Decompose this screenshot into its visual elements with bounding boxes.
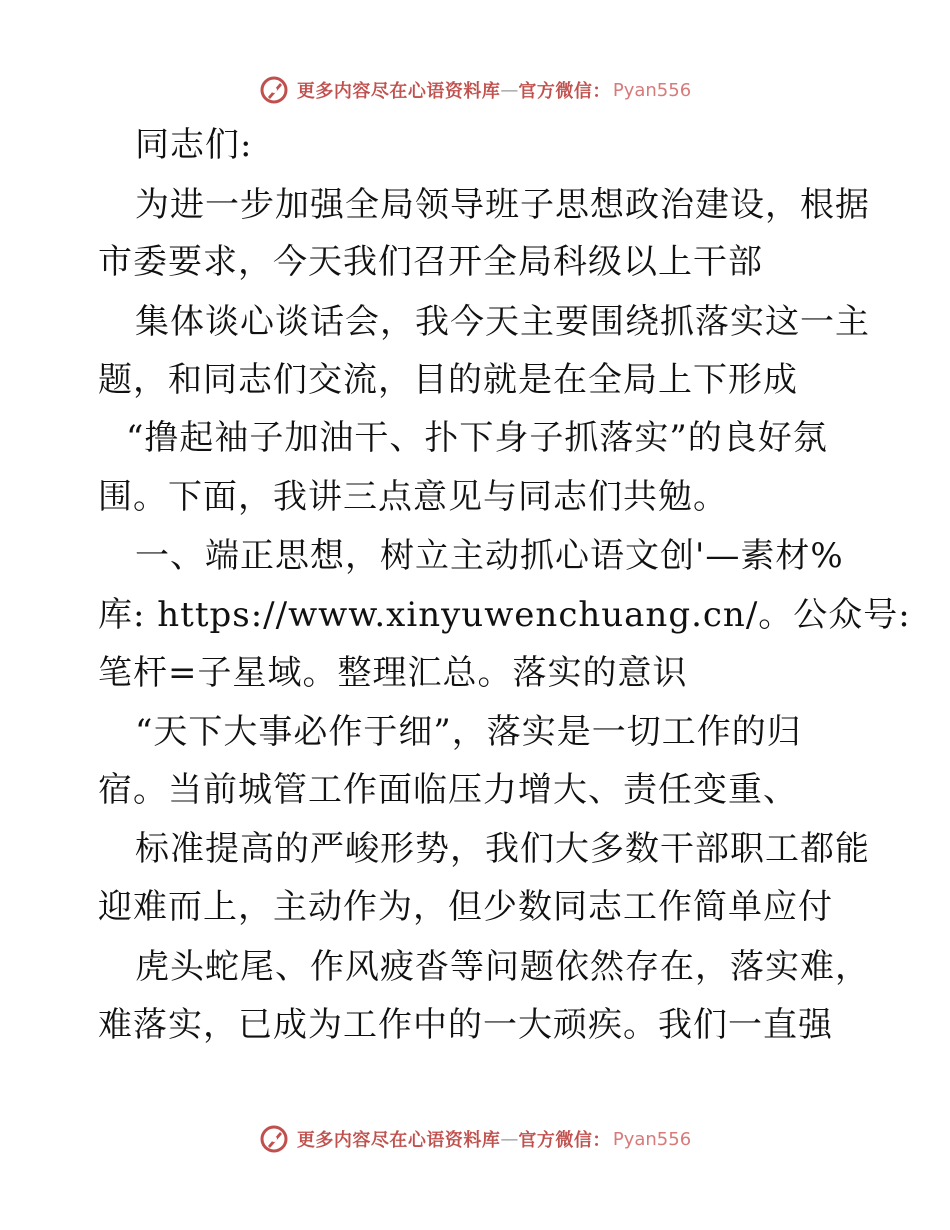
watermark-wechat-id: Pyan556	[612, 1128, 692, 1150]
watermark-official-label: 官方微信：	[518, 81, 611, 102]
text-line: 笔杆=子星域。整理汇总。落实的意识	[98, 653, 688, 693]
text-line: 市委要求，今天我们召开全局科级以上干部	[98, 242, 763, 282]
watermark-separator: —	[500, 79, 519, 101]
text-line: 标准提高的严峻形势，我们大多数干部职工都能	[135, 829, 870, 869]
footer-watermark	[0, 1119, 950, 1159]
text-line: 难落实，已成为工作中的一大顽疾。我们一直强	[98, 1005, 833, 1045]
watermark-separator: —	[500, 1128, 519, 1150]
watermark-main-text: 更多内容尽在心语资料库	[296, 1130, 501, 1151]
text-line: 题，和同志们交流，目的就是在全局上下形成	[98, 360, 798, 400]
header-watermark	[0, 70, 950, 110]
text-line: “天下大事必作于细”，落实是一切工作的归	[135, 712, 802, 752]
watermark-main-text: 更多内容尽在心语资料库	[296, 81, 501, 102]
text-line: 同志们:	[135, 125, 253, 165]
text-line: 迎难而上，主动作为，但少数同志工作简单应付	[98, 887, 833, 927]
watermark-official-label: 官方微信：	[518, 1130, 611, 1151]
text-line: 虎头蛇尾、作风疲沓等问题依然存在，落实难，	[135, 947, 870, 987]
text-line: 一、端正思想，树立主动抓心语文创'—素材%	[135, 536, 844, 576]
text-line: 为进一步加强全局领导班子思想政治建设，根据	[135, 185, 870, 225]
text-line: 宿。当前城管工作面临压力增大、责任变重、	[98, 770, 798, 810]
text-line: 集体谈心谈话会，我今天主要围绕抓落实这一主	[135, 302, 870, 342]
pen-logo-icon	[259, 1124, 289, 1154]
pen-logo-icon	[259, 75, 289, 105]
watermark-wechat-id: Pyan556	[612, 79, 692, 101]
text-line: “撸起袖子加油干、扑下身子抓落实”的良好氛	[126, 418, 828, 458]
text-line: 库: https://www.xinyuwenchuang.cn/。公众号:	[98, 595, 911, 635]
text-line: 围。下面，我讲三点意见与同志们共勉。	[98, 477, 728, 517]
